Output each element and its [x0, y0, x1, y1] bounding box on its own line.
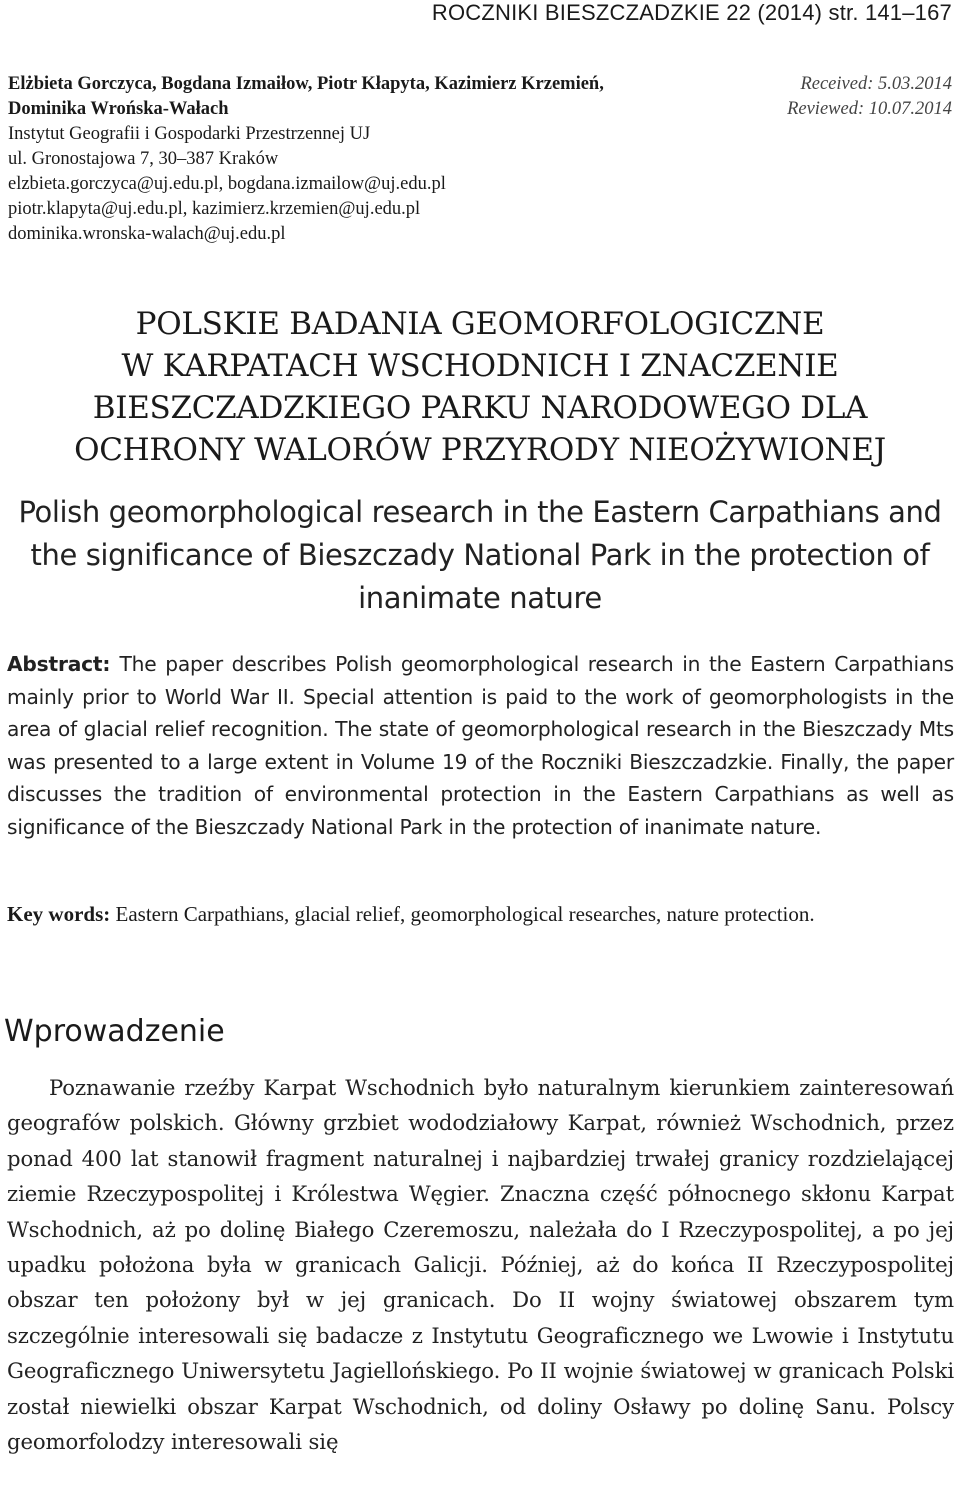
- title-polish-line: BIESZCZADZKIEGO PARKU NARODOWEGO DLA: [92, 390, 868, 426]
- email-line[interactable]: piotr.klapyta@uj.edu.pl, kazimierz.krzemien@uj.edu.pl: [8, 199, 421, 219]
- reviewed-date: Reviewed: 10.07.2014: [787, 99, 952, 119]
- keywords: [7, 898, 954, 930]
- authors-line-2: Dominika Wrońska-Wałach: [8, 99, 229, 119]
- title-polish-line: POLSKIE BADANIA GEOMORFOLOGICZNE: [135, 306, 825, 342]
- author-block: [8, 72, 748, 247]
- title-polish-line: W KARPATACH WSCHODNICH I ZNACZENIE: [121, 348, 839, 384]
- affiliation: Instytut Geografii i Gospodarki Przestrzennej UJ: [8, 124, 371, 144]
- title-english-line: inanimate nature: [358, 581, 602, 615]
- email-line[interactable]: dominika.wronska-walach@uj.edu.pl: [8, 224, 286, 244]
- keywords-text: Eastern Carpathians, glacial relief, geomorphological researches, nature protection.: [115, 902, 815, 926]
- title-polish: [0, 303, 960, 471]
- abstract-label: Abstract:: [7, 652, 120, 676]
- title-english: [0, 491, 960, 620]
- received-date: Received: 5.03.2014: [800, 74, 952, 94]
- intro-paragraph: Poznawanie rzeźby Karpat Wschodnich było naturalnym kierunkiem zainteresowań geografów polskich. Główny grzbiet wododziałowy Karpat, również Wschodnich, przez ponad 400 lat stanowił fragment naturalnej i najbardziej trwałej granicy rozdzielającej ziemie Rzeczypospolitej i Królestwa Węgier. Znaczna część północnego skłonu Karpat Wschodnich, aż po dolinę Białego Czeremoszu, należała do I Rzeczypospolitej, a po jej upadku położona była w granicach Galicji. Później, aż do końca II Rzeczypospolitej obszar ten położony był w jej granicach. Do II wojny światowej obszarem tym szczególnie interesowali się badacze z Instytutu Geograficznego we Lwowie i Instytutu Geograficznego Uniwersytetu Jagiellońskiego. Po II wojnie światowej w granicach Polski został niewielki obszar Karpat Wschodnich, od doliny Osławy po dolinę Sanu. Polscy geomorfolodzy interesowali się: [7, 1075, 954, 1455]
- title-english-line: the significance of Bieszczady National Park in the protection of: [30, 538, 930, 572]
- title-english-line: Polish geomorphological research in the Eastern Carpathians and: [18, 495, 942, 529]
- authors-line-1: Elżbieta Gorczyca, Bogdana Izmaiłow, Piotr Kłapyta, Kazimierz Krzemień,: [8, 74, 604, 94]
- abstract: [7, 648, 954, 843]
- review-dates: [732, 72, 952, 122]
- address: ul. Gronostajowa 7, 30–387 Kraków: [8, 149, 279, 169]
- running-header: ROCZNIKI BIESZCZADZKIE 22 (2014) str. 141–167: [431, 0, 952, 25]
- keywords-label: Key words:: [7, 902, 116, 926]
- section-heading: Wprowadzenie: [4, 1014, 225, 1049]
- email-line[interactable]: elzbieta.gorczyca@uj.edu.pl, bogdana.izmailow@uj.edu.pl: [8, 174, 446, 194]
- title-polish-line: OCHRONY WALORÓW PRZYRODY NIEOŻYWIONEJ: [74, 432, 886, 468]
- abstract-text: The paper describes Polish geomorphological research in the Eastern Carpathians mainly prior to World War II. Special attention is paid to the work of geomorphologists in the area of glacial relief recognition. The state of geomorphological research in the Bieszczady Mts was presented to a large extent in Volume 19 of the Roczniki Bieszczadzkie. Finally, the paper discusses the tradition of environmental protection in the Eastern Carpathians as well as significance of the Bieszczady National Park in the protection of inanimate nature.: [7, 652, 954, 839]
